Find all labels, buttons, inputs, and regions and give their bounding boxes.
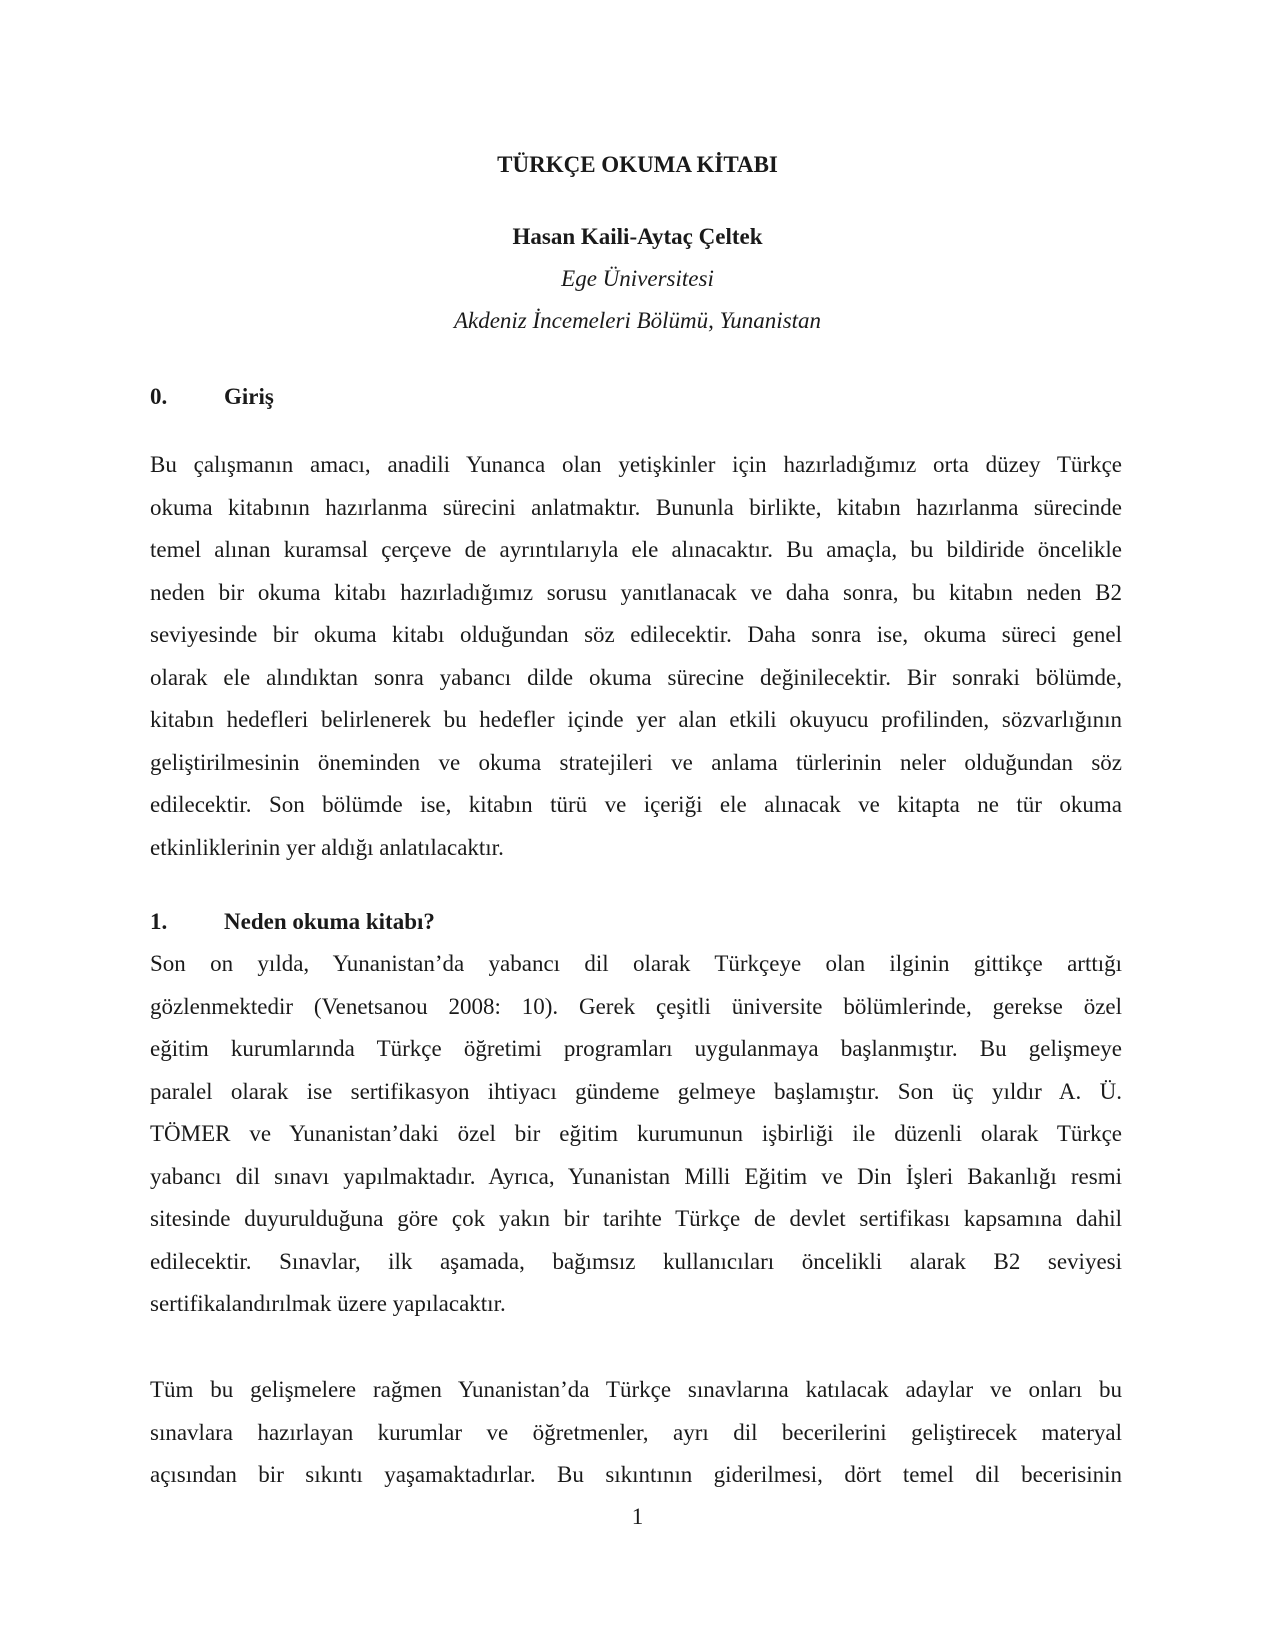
document-title: TÜRKÇE OKUMA KİTABI — [497, 152, 778, 177]
text-line: paralel olarak ise sertifikasyon ihtiyacı gündeme gelmeye başlamıştır. Son üç yıldır A. Ü. — [150, 1078, 1122, 1104]
text-line: sitesinde duyurulduğuna göre çok yakın bir tarihte Türkçe de devlet sertifikası kapsamına dahil — [150, 1206, 1122, 1231]
paragraph-intro — [150, 450, 1122, 875]
text-line: neden bir okuma kitabı hazırladığımız sorusu yanıtlanacak ve daha sonra, bu kitabın neden B2 — [150, 579, 1122, 605]
paragraph-section-1 — [150, 949, 1122, 1332]
text-line: olarak ele alındıktan sonra yabancı dilde okuma sürecine değinilecektir. Bir sonraki bölümde, — [150, 664, 1122, 690]
author-names: Hasan Kaili-Aytaç Çeltek — [512, 224, 763, 249]
text-line: sertifikalandırılmak üzere yapılacaktır. — [150, 1291, 506, 1316]
text-line: edilecektir. Sınavlar, ilk aşamada, bağımsız kullanıcıları öncelikli alarak B2 seviyesi — [150, 1248, 1122, 1274]
text-line: okuma kitabının hazırlanma sürecini anlatmaktır. Bununla birlikte, kitabın hazırlanma sürecinde — [150, 494, 1122, 520]
text-line: seviyesinde bir okuma kitabı olduğundan söz edilecektir. Daha sonra ise, okuma süreci genel — [150, 622, 1122, 647]
section-number: 1. — [150, 909, 168, 934]
text-line: yabancı dil sınavı yapılmaktadır. Ayrıca, Yunanistan Milli Eğitim ve Din İşleri Bakanlığı resmi — [150, 1163, 1122, 1189]
text-line: gözlenmektedir (Venetsanou 2008: 10). Gerek çeşitli üniversite bölümlerinde, gerekse özel — [150, 993, 1122, 1019]
text-line: kitabın hedefleri belirlenerek bu hedefler içinde yer alan etkili okuyucu profilinden, sözvarlığının — [150, 707, 1122, 732]
text-line: TÖMER ve Yunanistan’daki özel bir eğitim kurumunun işbirliği ile düzenli olarak Türkçe — [150, 1121, 1122, 1146]
paragraph-section-1-continued — [150, 1375, 1122, 1503]
text-line: açısından bir sıkıntı yaşamaktadırlar. Bu sıkıntının giderilmesi, dört temel dil becerisinin — [150, 1462, 1122, 1487]
affiliation-university: Ege Üniversitesi — [561, 266, 714, 291]
section-number: 0. — [150, 384, 168, 409]
text-line: geliştirilmesinin öneminden ve okuma stratejileri ve anlama türlerinin neler olduğundan söz — [150, 749, 1122, 775]
text-line: edilecektir. Son bölümde ise, kitabın türü ve içeriği ele alınacak ve kitapta ne tür okuma — [150, 792, 1122, 817]
text-line: Tüm bu gelişmelere rağmen Yunanistan’da Türkçe sınavlarına katılacak adaylar ve onları bu — [150, 1377, 1122, 1402]
text-line: temel alınan kuramsal çerçeve de ayrıntılarıyla ele alınacaktır. Bu amaçla, bu bildiride öncelikle — [150, 537, 1122, 562]
text-line: sınavlara hazırlayan kurumlar ve öğretmenler, ayrı dil becerilerini geliştirecek materyal — [150, 1419, 1122, 1445]
affiliation-department: Akdeniz İncemeleri Bölümü, Yunanistan — [453, 308, 822, 333]
text-line: Son on yılda, Yunanistan’da yabancı dil olarak Türkçeye olan ilginin gittikçe arttığı — [150, 951, 1122, 976]
text-line: Bu çalışmanın amacı, anadili Yunanca olan yetişkinler için hazırladığımız orta düzey Türkçe — [150, 452, 1122, 477]
text-line: eğitim kurumlarında Türkçe öğretimi programları uygulanmaya başlanmıştır. Bu gelişmeye — [150, 1036, 1122, 1061]
section-heading-intro — [150, 382, 274, 412]
section-heading-why-reading-book — [150, 907, 435, 937]
section-title: Giriş — [224, 384, 274, 409]
text-line: etkinliklerinin yer aldığı anlatılacaktır. — [150, 834, 504, 860]
section-title: Neden okuma kitabı? — [224, 909, 435, 934]
page-number: 1 — [631, 1504, 644, 1529]
